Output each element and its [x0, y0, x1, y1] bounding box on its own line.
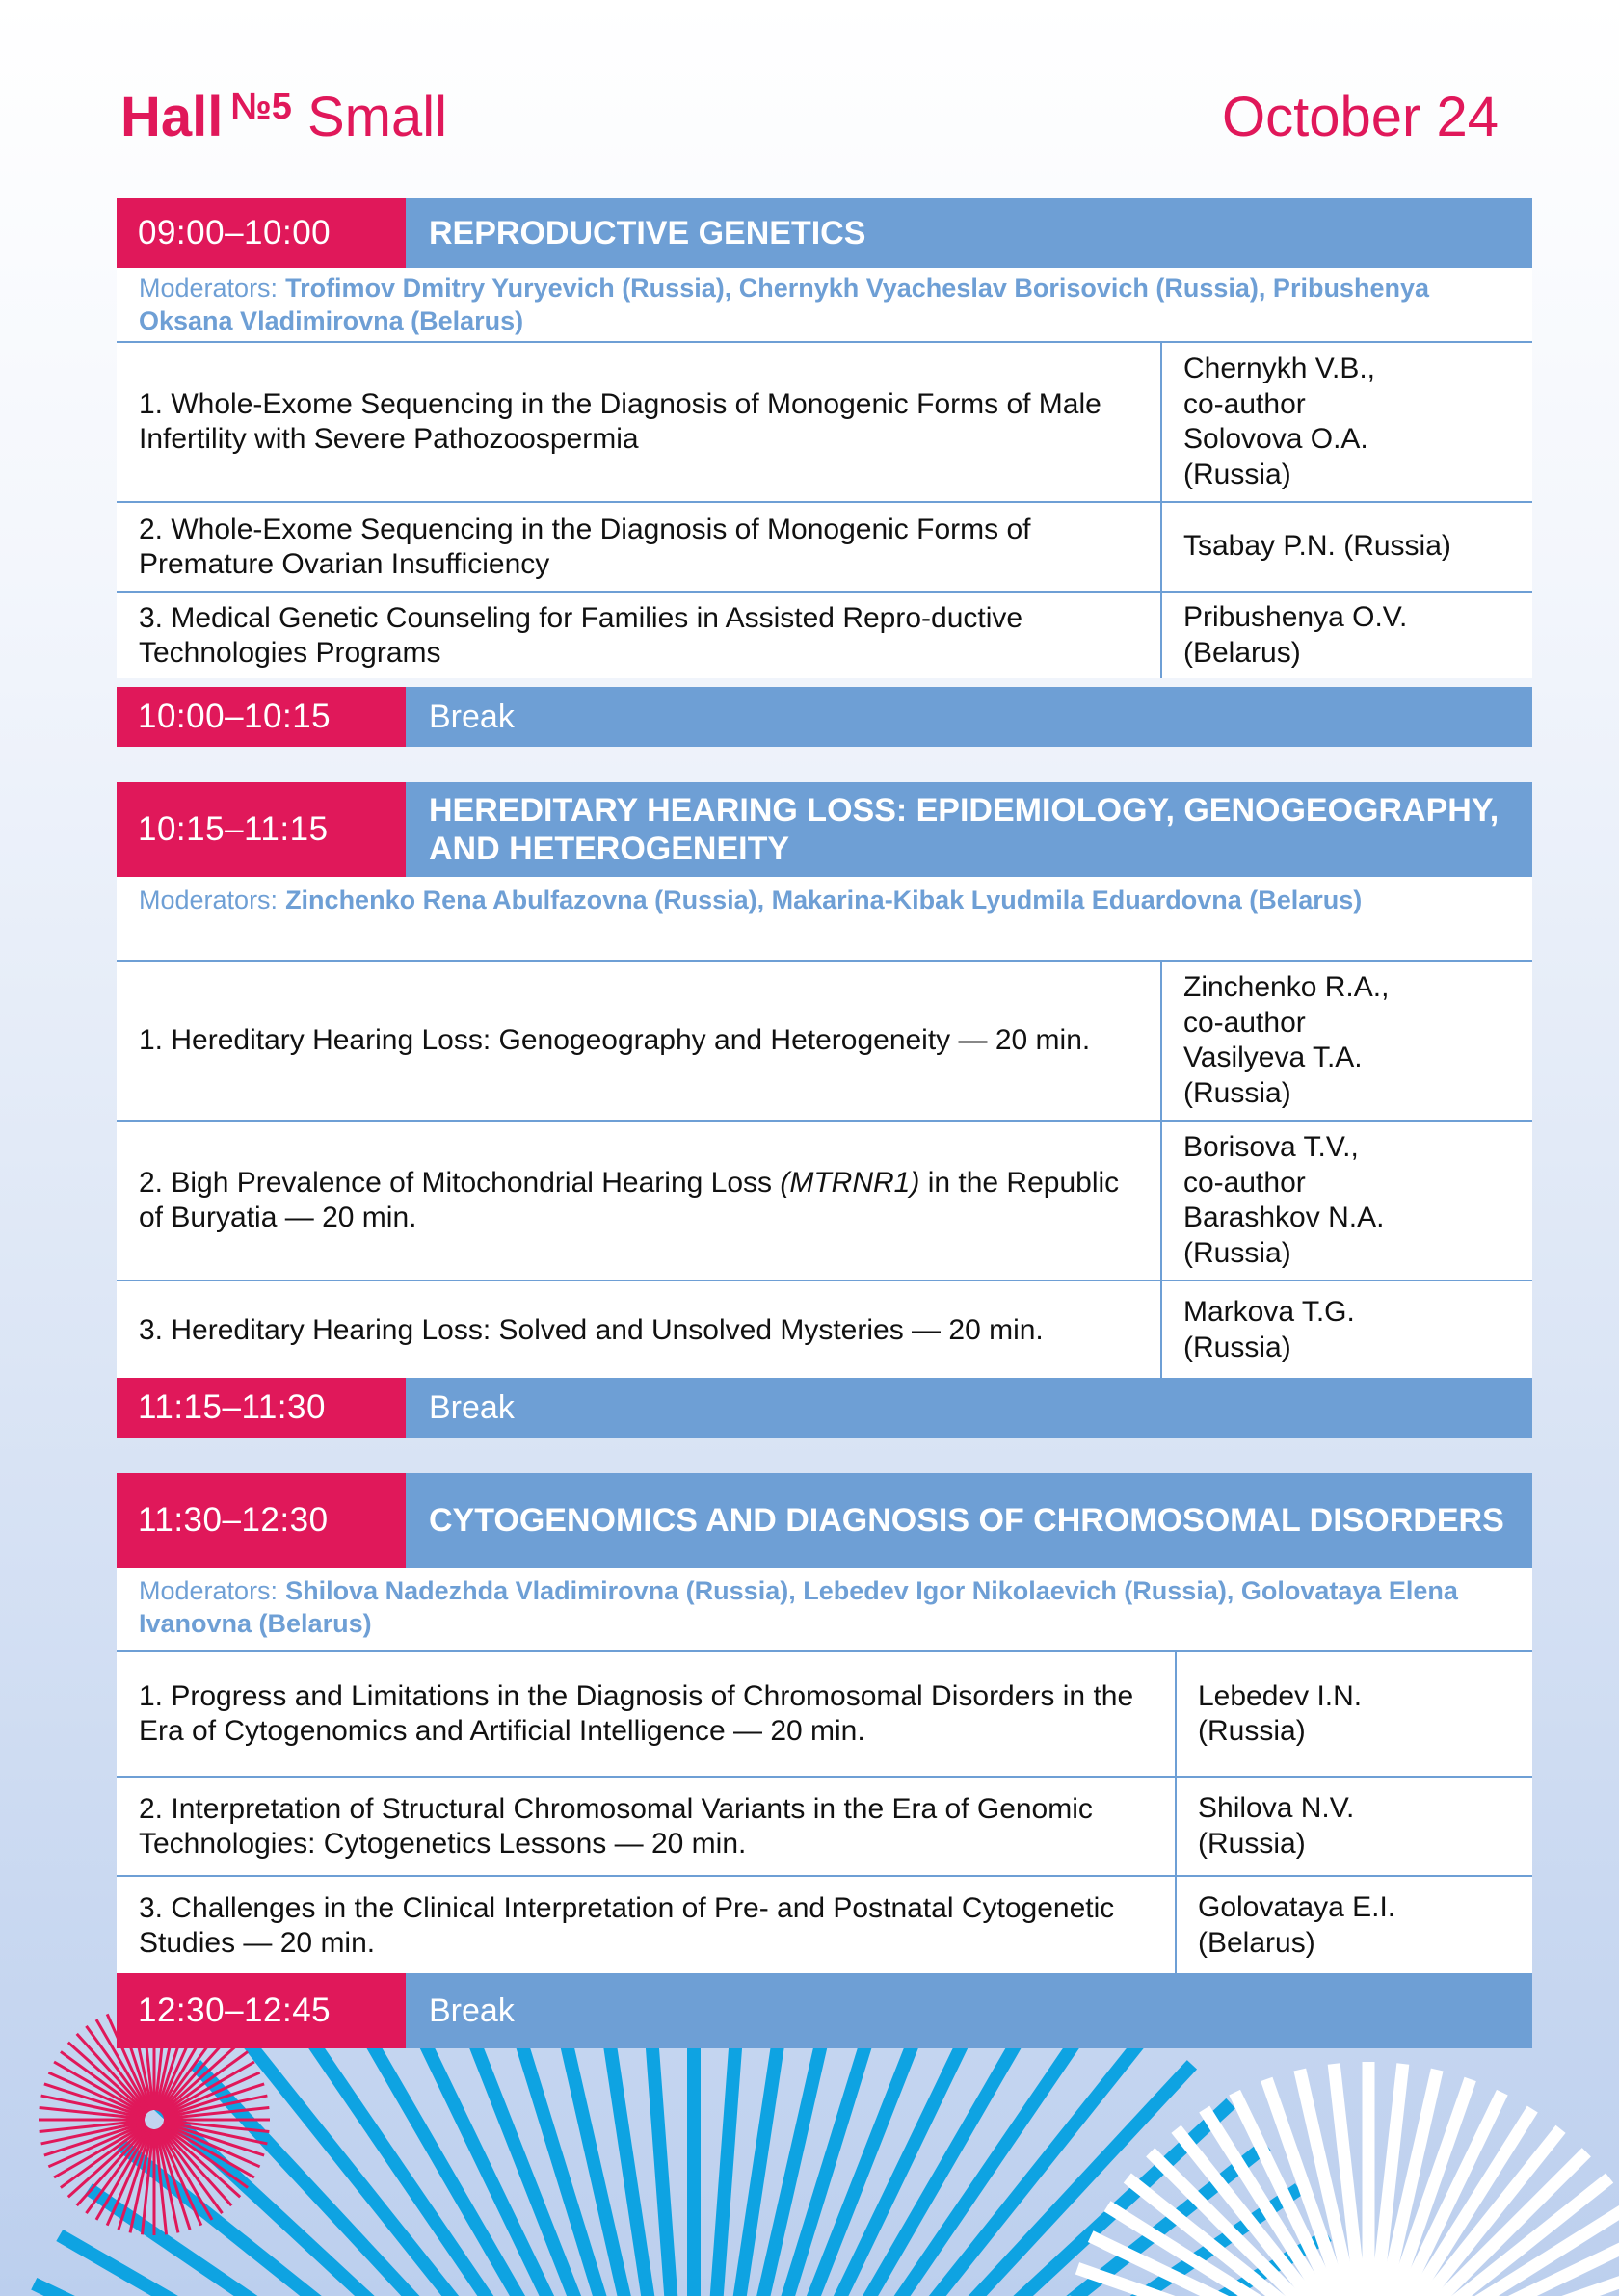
talk-row	[117, 1652, 1532, 1778]
talk-speaker: Chernykh V.B., co-author Solovova O.A. (Russia)	[1183, 353, 1375, 490]
talk-speaker: Golovataya E.I. (Belarus)	[1198, 1891, 1396, 1959]
session-reproductive-genetics	[117, 198, 1532, 678]
break-label: Break	[429, 1388, 515, 1426]
talk-speaker: Markova T.G. (Russia)	[1183, 1296, 1355, 1363]
session-hereditary-hearing-loss	[117, 782, 1532, 1379]
talk-speaker: Shilova N.V. (Russia)	[1198, 1792, 1355, 1860]
session-header	[117, 782, 1532, 877]
talk-title: 2. Interpretation of Structural Chromosomal Variants in the Era of Genomic Technologies: Cytogenetics Lessons — 20 min.	[117, 1778, 1177, 1875]
talk-row	[117, 503, 1532, 593]
talk-speaker: Zinchenko R.A., co-author Vasilyeva T.A. (Russia)	[1183, 971, 1390, 1109]
break-row	[117, 1378, 1532, 1438]
moderators: Moderators: Zinchenko Rena Abulfazovna (Russia), Makarina-Kibak Lyudmila Eduardovna (Belarus)	[117, 877, 1532, 962]
talk-title: 1. Whole-Exome Sequencing in the Diagnosis of Monogenic Forms of Male Infertility with Severe Pathozoospermia	[117, 343, 1162, 501]
moderators: Moderators: Shilova Nadezhda Vladimirovna (Russia), Lebedev Igor Nikolaevich (Russia), Golovataya Elena Ivanovna (Belarus)	[117, 1568, 1532, 1652]
talk-title: 2. Whole-Exome Sequencing in the Diagnosis of Monogenic Forms of Premature Ovarian Insufficiency	[117, 503, 1162, 591]
session-cytogenomics	[117, 1473, 1532, 1974]
talk-speaker: Pribushenya O.V. (Belarus)	[1183, 601, 1408, 669]
talk-title: 1. Progress and Limitations in the Diagnosis of Chromosomal Disorders in the Era of Cytogenomics and Artificial Intelligence — 20 min.	[117, 1652, 1177, 1776]
talk-title: 3. Medical Genetic Counseling for Families in Assisted Repro-ductive Technologies Programs	[117, 593, 1162, 678]
talk-title: 3. Hereditary Hearing Loss: Solved and Unsolved Mysteries — 20 min.	[117, 1281, 1162, 1379]
talk-row	[117, 593, 1532, 678]
moderators: Moderators: Trofimov Dmitry Yuryevich (Russia), Chernykh Vyacheslav Borisovich (Russia), Pribushenya Oksana Vladimirovna (Belarus)	[117, 268, 1532, 343]
talk-speaker: Tsabay P.N. (Russia)	[1183, 530, 1451, 563]
session-time: 11:30–12:30	[117, 1473, 406, 1568]
session-header	[117, 198, 1532, 268]
talk-row	[117, 1778, 1532, 1877]
hall-title: Hall $^{№5}$ Small	[120, 86, 448, 148]
break-time: 12:30–12:45	[117, 1973, 406, 2048]
talk-speaker: Borisova T.V., co-author Barashkov N.A. (Russia)	[1183, 1131, 1385, 1269]
gene-name: (MTRNR1)	[780, 1167, 920, 1199]
session-title: CYTOGENOMICS AND DIAGNOSIS OF CHROMOSOMAL DISORDERS	[429, 1502, 1504, 1539]
break-row	[117, 687, 1532, 747]
break-row	[117, 1973, 1532, 2048]
session-time: 09:00–10:00	[117, 198, 406, 268]
talk-row	[117, 1281, 1532, 1379]
talk-title: 2. Bigh Prevalence of Mitochondrial Hearing Loss (MTRNR1) in the Republic of Buryatia — 20 min.	[117, 1122, 1162, 1280]
session-header	[117, 1473, 1532, 1568]
talk-row	[117, 962, 1532, 1122]
talk-row	[117, 343, 1532, 503]
talk-row	[117, 1122, 1532, 1281]
talk-row	[117, 1877, 1532, 1974]
event-date: October 24	[1222, 86, 1499, 148]
hall-size: Small	[307, 86, 448, 148]
hall-number: №5	[230, 87, 292, 127]
session-title: HEREDITARY HEARING LOSS: EPIDEMIOLOGY, GENOGEOGRAPHY, AND HETEROGENEITY	[429, 792, 1500, 867]
break-label: Break	[429, 698, 515, 735]
talk-title: 3. Challenges in the Clinical Interpretation of Pre- and Postnatal Cytogenetic Studies — 20 min.	[117, 1877, 1177, 1974]
talk-title: 1. Hereditary Hearing Loss: Genogeography and Heterogeneity — 20 min.	[117, 962, 1162, 1120]
break-label: Break	[429, 1992, 515, 2029]
talk-speaker: Lebedev I.N. (Russia)	[1198, 1679, 1363, 1747]
page-header	[120, 85, 1499, 152]
session-time: 10:15–11:15	[117, 782, 406, 877]
break-time: 10:00–10:15	[117, 687, 406, 747]
break-time: 11:15–11:30	[117, 1378, 406, 1438]
session-title: REPRODUCTIVE GENETICS	[429, 214, 866, 251]
